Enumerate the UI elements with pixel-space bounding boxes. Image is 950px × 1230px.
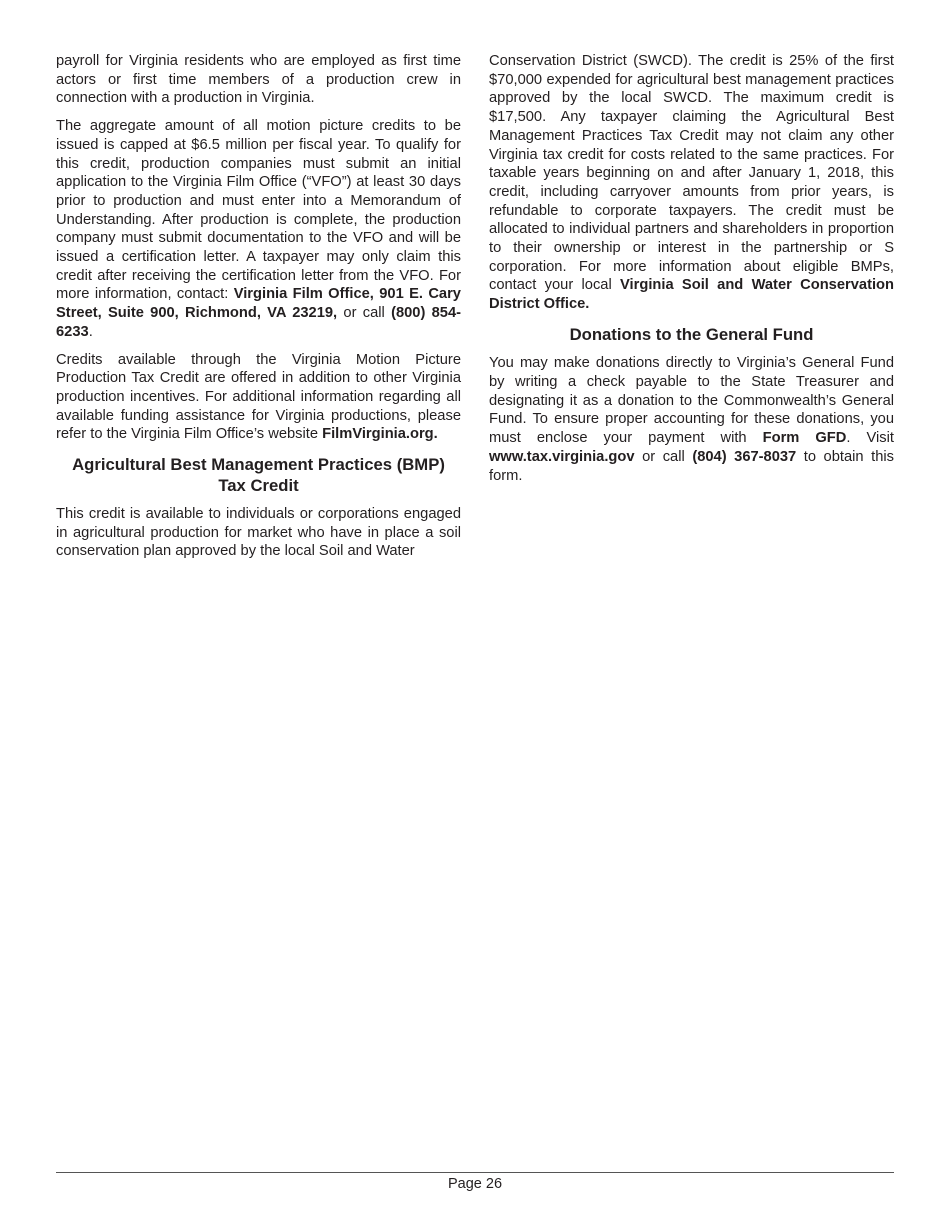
heading-bmp-tax-credit	[56, 455, 461, 496]
visit-text: . Visit	[846, 430, 894, 447]
aggregate-credits-text: The aggregate amount of all motion picture credits to be issued is capped at $6.5 million per fiscal year. To qualify for this credit, production companies must submit an initial application to the Virginia Film Office (“VFO”) at least 30 days prior to production and must enter into a Memorandum of Understanding. After production is complete, the production company must submit documentation to the VFO and will be issued a certification letter. A taxpayer may only claim this credit after receiving the certification letter from the VFO. For more information, contact:	[56, 118, 461, 303]
heading-bmp-line1: Agricultural Best Management Practices (BMP)	[72, 455, 445, 475]
swcd-credit-text: Conservation District (SWCD). The credit is 25% of the first $70,000 expended for agricultural best management practices approved by the local SWCD. The maximum credit is $17,500. Any taxpayer claiming the Agricultural Best Management Practices Tax Credit may not claim any other Virginia tax credit for costs related to the same practices. For taxable years beginning on and after January 1, 2018, this credit, including carryover amounts from prior years, is refundable to corporate taxpayers. The credit must be allocated to individual partners and shareholders in proportion to their ownership or interest in the partnership or S corporation. For more information about eligible BMPs, contact your local	[489, 53, 894, 294]
or-call-text: or call	[337, 305, 392, 322]
form-gfd: Form GFD	[762, 430, 847, 447]
paragraph-bmp-eligibility: This credit is available to individuals or corporations engaged in agricultural production for market who have in place a soil conservation plan approved by the local Soil and Water	[56, 506, 461, 560]
heading-bmp-line2: Tax Credit	[218, 475, 299, 495]
film-virginia-website: FilmVirginia.org.	[322, 426, 438, 443]
right-column	[489, 52, 894, 494]
left-column	[56, 52, 461, 570]
paragraph-aggregate-credits	[56, 117, 461, 341]
footer-divider	[56, 1172, 894, 1173]
heading-donations: Donations to the General Fund	[569, 324, 814, 344]
tax-website: www.tax.virginia.gov	[489, 448, 635, 465]
paragraph-swcd-credit	[489, 52, 894, 314]
paragraph-donations	[489, 354, 894, 485]
film-office-phone: (800) 854-6233	[56, 305, 462, 340]
period-text: .	[88, 323, 93, 340]
virginia-film-office-address: Virginia Film Office, 901 E. Cary Street, Suite 900, Richmond, VA 23219,	[56, 286, 461, 322]
other-incentives-text: Credits available through the Virginia Motion Picture Production Tax Credit are offered in addition to other Virginia production incentives. For additional information regarding all available funding assistance for Virginia productions, please refer to the Virginia Film Office’s website	[56, 351, 461, 443]
tax-phone: (804) 367-8037	[692, 448, 797, 465]
paragraph-payroll: payroll for Virginia residents who are employed as first time actors or first time members of a production crew in connection with a production in Virginia.	[56, 53, 461, 107]
donations-text: You may make donations directly to Virginia’s General Fund by writing a check payable to the State Treasurer and designating it as a donation to the Commonwealth’s General Fund. To ensure proper accounting for these donations, you must enclose your payment with	[489, 355, 894, 447]
obtain-form-text: to obtain this form.	[489, 448, 894, 484]
or-call-text-2: or call	[634, 448, 693, 465]
swcd-office-name: Virginia Soil and Water Conservation District Office.	[489, 277, 894, 313]
page-number: Page 26	[447, 1176, 503, 1192]
paragraph-other-incentives	[56, 351, 461, 445]
